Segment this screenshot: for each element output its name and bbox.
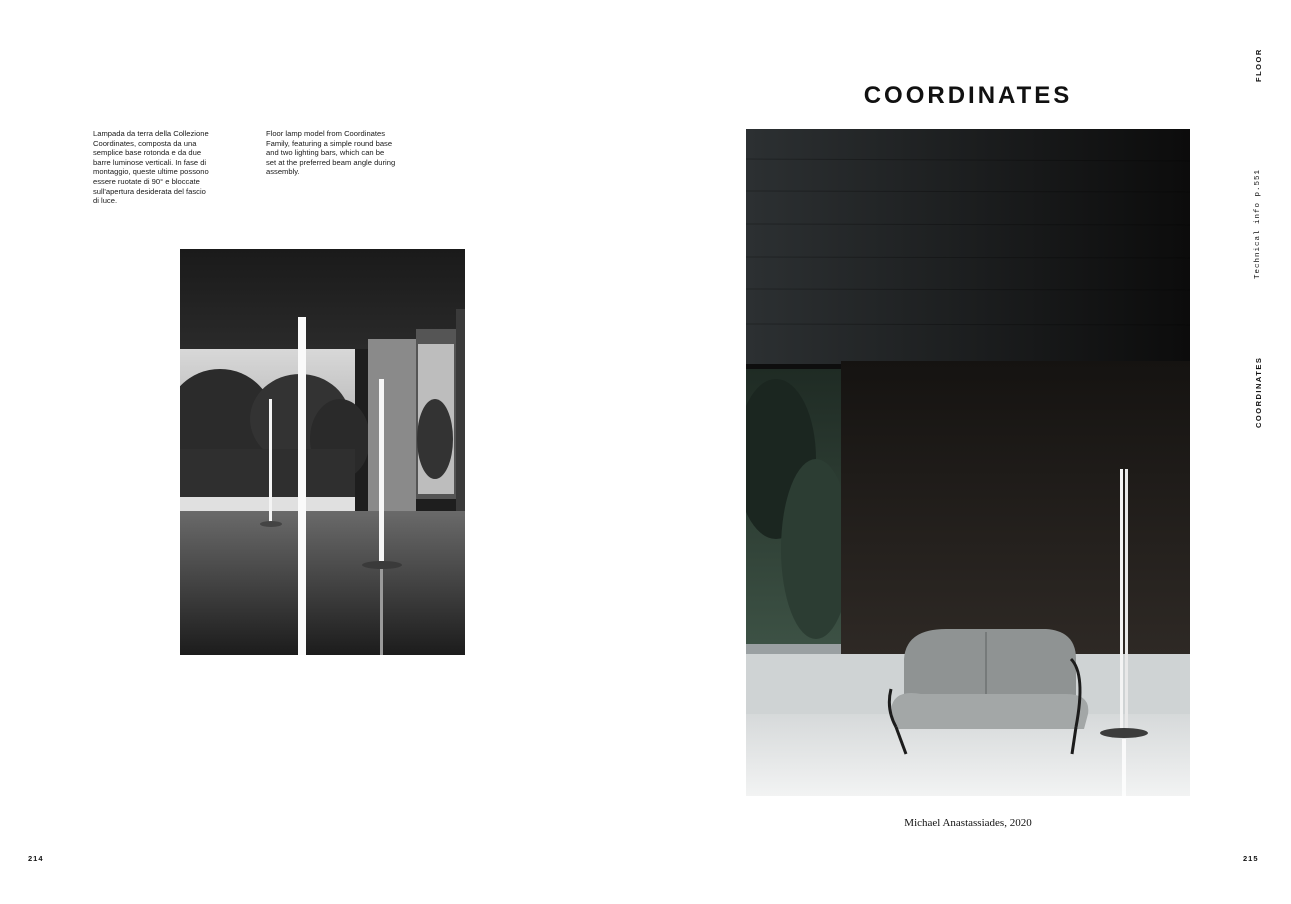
designer-caption: Michael Anastassiades, 2020 xyxy=(904,817,1032,829)
description-italian: Lampada da terra della Collezione Coordinates, composta da una semplice base rotonda e da due barre luminose verticali. In fase di montaggio, queste ultime possono essere ruotate di 90° e bloccate sull'apertura desiderata del fascio di luce. xyxy=(93,129,209,206)
technical-info-link[interactable]: Technical info p.551 xyxy=(1254,168,1262,279)
page-number-right: 215 xyxy=(1243,854,1259,863)
page-number-left: 214 xyxy=(28,854,44,863)
page-title: COORDINATES xyxy=(863,82,1073,109)
photo-lamps-interior xyxy=(180,249,465,655)
collection-label: COORDINATES xyxy=(1254,356,1263,428)
description-english: Floor lamp model from Coordinates Family, featuring a simple round base and two lighting bars, which can be set at the preferred beam angle during assembly. xyxy=(266,129,396,177)
photo-lamp-with-sofa xyxy=(746,129,1190,796)
section-label-floor: FLOOR xyxy=(1254,48,1263,82)
